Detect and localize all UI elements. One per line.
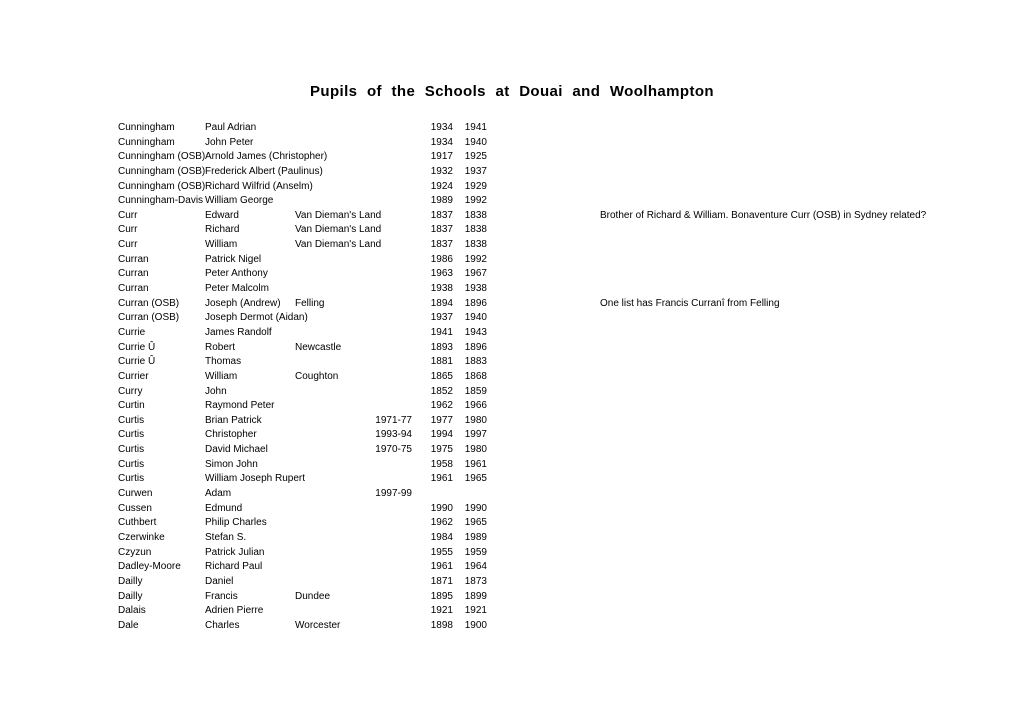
forename-cell: Brian Patrick bbox=[205, 414, 262, 426]
place-cell: Van Dieman's Land bbox=[295, 209, 382, 221]
table-row bbox=[0, 297, 1024, 312]
forename-cell: Peter Anthony bbox=[205, 268, 268, 280]
end-year-cell: 1938 bbox=[464, 283, 487, 295]
table-row bbox=[0, 150, 1024, 165]
table-row bbox=[0, 546, 1024, 561]
forename-cell: Richard bbox=[205, 224, 240, 236]
table-row bbox=[0, 575, 1024, 590]
end-year-cell: 1941 bbox=[464, 122, 487, 133]
start-year-cell: 1994 bbox=[430, 429, 453, 441]
start-year-cell: 1963 bbox=[430, 268, 453, 280]
end-year-cell: 1965 bbox=[464, 473, 487, 485]
start-year-cell: 1986 bbox=[430, 253, 453, 265]
end-year-cell: 1990 bbox=[464, 502, 487, 514]
table-row bbox=[0, 326, 1024, 341]
place-cell: Van Dieman's Land bbox=[295, 239, 382, 251]
end-year-cell: 1964 bbox=[464, 561, 487, 573]
forename-cell: Richard Wilfrid (Anselm) bbox=[205, 180, 313, 192]
start-year-cell: 1934 bbox=[430, 136, 453, 148]
end-year-cell: 1940 bbox=[464, 136, 487, 148]
surname-cell: Curry bbox=[118, 385, 143, 397]
table-row bbox=[0, 590, 1024, 605]
end-year-cell: 1937 bbox=[464, 165, 487, 177]
forename-cell: William Joseph Rupert bbox=[205, 473, 306, 485]
table-row bbox=[0, 238, 1024, 253]
end-year-cell: 1859 bbox=[464, 385, 487, 397]
forename-cell: Robert bbox=[205, 341, 236, 353]
surname-cell: Currie bbox=[118, 326, 146, 338]
surname-cell: Curran bbox=[118, 283, 149, 295]
table-row bbox=[0, 516, 1024, 531]
start-year-cell: 1955 bbox=[430, 546, 453, 558]
surname-cell: Dalais bbox=[118, 605, 146, 617]
table-row bbox=[0, 209, 1024, 224]
surname-cell: Czerwinke bbox=[118, 531, 165, 543]
start-year-cell: 1837 bbox=[430, 239, 453, 251]
forename-cell: Christopher bbox=[205, 429, 257, 441]
forename-cell: Frederick Albert (Paulinus) bbox=[205, 165, 323, 177]
forename-cell: Joseph (Andrew) bbox=[205, 297, 281, 309]
surname-cell: Curr bbox=[118, 209, 138, 221]
surname-cell: Curran bbox=[118, 253, 149, 265]
year-range-cell: 1970-75 bbox=[375, 444, 412, 456]
start-year-cell: 1837 bbox=[430, 224, 453, 236]
start-year-cell: 1871 bbox=[430, 575, 453, 587]
surname-cell: Dailly bbox=[118, 575, 143, 587]
forename-cell: Raymond Peter bbox=[205, 400, 275, 412]
surname-cell: Dale bbox=[118, 619, 139, 631]
end-year-cell: 1989 bbox=[464, 531, 487, 543]
surname-cell: Currie Û bbox=[118, 356, 156, 368]
table-row bbox=[0, 370, 1024, 385]
forename-cell: Philip Charles bbox=[205, 517, 267, 529]
place-cell: Felling bbox=[295, 297, 325, 309]
forename-cell: Simon John bbox=[205, 458, 258, 470]
table-row bbox=[0, 604, 1024, 619]
surname-cell: Cunningham (OSB) bbox=[118, 180, 206, 192]
place-cell: Newcastle bbox=[295, 341, 342, 353]
forename-cell: Adam bbox=[205, 488, 232, 500]
table-row bbox=[0, 180, 1024, 195]
table-row bbox=[0, 487, 1024, 502]
end-year-cell: 1838 bbox=[464, 209, 487, 221]
table-row bbox=[0, 165, 1024, 180]
surname-cell: Cussen bbox=[118, 502, 152, 514]
start-year-cell: 1941 bbox=[430, 326, 453, 338]
forename-cell: Daniel bbox=[205, 575, 234, 587]
surname-cell: Cunningham (OSB) bbox=[118, 165, 206, 177]
forename-cell: William George bbox=[205, 195, 274, 207]
end-year-cell: 1980 bbox=[464, 444, 487, 456]
forename-cell: Arnold James (Christopher) bbox=[205, 151, 328, 163]
surname-cell: Cunningham bbox=[118, 122, 175, 133]
start-year-cell: 1990 bbox=[430, 502, 453, 514]
forename-cell: William bbox=[205, 370, 238, 382]
surname-cell: Currier bbox=[118, 370, 149, 382]
end-year-cell: 1961 bbox=[464, 458, 487, 470]
table-row bbox=[0, 341, 1024, 356]
surname-cell: Currie Û bbox=[118, 341, 156, 353]
year-range-cell: 1971-77 bbox=[375, 414, 412, 426]
start-year-cell: 1937 bbox=[430, 312, 453, 324]
forename-cell: Edward bbox=[205, 209, 239, 221]
place-cell: Van Dieman's Land bbox=[295, 224, 382, 236]
table-row bbox=[0, 223, 1024, 238]
place-cell: Coughton bbox=[295, 370, 339, 382]
surname-cell: Cuthbert bbox=[118, 517, 157, 529]
start-year-cell: 1984 bbox=[430, 531, 453, 543]
forename-cell: William bbox=[205, 239, 238, 251]
start-year-cell: 1938 bbox=[430, 283, 453, 295]
surname-cell: Dadley-Moore bbox=[118, 561, 181, 573]
table-row bbox=[0, 443, 1024, 458]
forename-cell: Stefan S. bbox=[205, 531, 247, 543]
start-year-cell: 1977 bbox=[430, 414, 453, 426]
end-year-cell: 1992 bbox=[464, 253, 487, 265]
forename-cell: Thomas bbox=[205, 356, 242, 368]
end-year-cell: 1992 bbox=[464, 195, 487, 207]
table-row bbox=[0, 560, 1024, 575]
end-year-cell: 1873 bbox=[464, 575, 487, 587]
table-row bbox=[0, 136, 1024, 151]
start-year-cell: 1934 bbox=[430, 122, 453, 133]
start-year-cell: 1962 bbox=[430, 517, 453, 529]
start-year-cell: 1989 bbox=[430, 195, 453, 207]
forename-cell: John bbox=[205, 385, 227, 397]
table-row bbox=[0, 619, 1024, 634]
start-year-cell: 1894 bbox=[430, 297, 453, 309]
table-row bbox=[0, 282, 1024, 297]
start-year-cell: 1962 bbox=[430, 400, 453, 412]
start-year-cell: 1961 bbox=[430, 473, 453, 485]
start-year-cell: 1898 bbox=[430, 619, 453, 631]
end-year-cell: 1921 bbox=[464, 605, 487, 617]
forename-cell: Paul Adrian bbox=[205, 122, 257, 133]
start-year-cell: 1961 bbox=[430, 561, 453, 573]
forename-cell: Peter Malcolm bbox=[205, 283, 269, 295]
end-year-cell: 1883 bbox=[464, 356, 487, 368]
table-row bbox=[0, 267, 1024, 282]
table-row bbox=[0, 502, 1024, 517]
forename-cell: Charles bbox=[205, 619, 240, 631]
start-year-cell: 1881 bbox=[430, 356, 453, 368]
note-cell: One list has Francis Curranî from Felling bbox=[600, 297, 780, 309]
table-row bbox=[0, 355, 1024, 370]
start-year-cell: 1837 bbox=[430, 209, 453, 221]
surname-cell: Cunningham (OSB) bbox=[118, 151, 206, 163]
page-title: Pupils of the Schools at Douai and Woolhampton bbox=[310, 83, 714, 100]
start-year-cell: 1893 bbox=[430, 341, 453, 353]
forename-cell: Edmund bbox=[205, 502, 243, 514]
forename-cell: Joseph Dermot (Aidan) bbox=[205, 312, 308, 324]
table-row bbox=[0, 458, 1024, 473]
forename-cell: John Peter bbox=[205, 136, 254, 148]
end-year-cell: 1896 bbox=[464, 341, 487, 353]
start-year-cell: 1921 bbox=[430, 605, 453, 617]
end-year-cell: 1940 bbox=[464, 312, 487, 324]
start-year-cell: 1932 bbox=[430, 165, 453, 177]
surname-cell: Curwen bbox=[118, 488, 153, 500]
surname-cell: Curtis bbox=[118, 473, 145, 485]
table-row bbox=[0, 311, 1024, 326]
pupils-table bbox=[0, 121, 1024, 633]
forename-cell: Adrien Pierre bbox=[205, 605, 264, 617]
surname-cell: Curran (OSB) bbox=[118, 297, 180, 309]
end-year-cell: 1966 bbox=[464, 400, 487, 412]
start-year-cell: 1958 bbox=[430, 458, 453, 470]
table-row bbox=[0, 414, 1024, 429]
start-year-cell: 1975 bbox=[430, 444, 453, 456]
forename-cell: James Randolf bbox=[205, 326, 272, 338]
start-year-cell: 1895 bbox=[430, 590, 453, 602]
end-year-cell: 1868 bbox=[464, 370, 487, 382]
end-year-cell: 1943 bbox=[464, 326, 487, 338]
place-cell: Dundee bbox=[295, 590, 331, 602]
end-year-cell: 1899 bbox=[464, 590, 487, 602]
table-row bbox=[0, 472, 1024, 487]
surname-cell: Curtis bbox=[118, 444, 145, 456]
end-year-cell: 1980 bbox=[464, 414, 487, 426]
surname-cell: Cunningham bbox=[118, 136, 175, 148]
end-year-cell: 1997 bbox=[464, 429, 487, 441]
end-year-cell: 1959 bbox=[464, 546, 487, 558]
surname-cell: Curr bbox=[118, 224, 138, 236]
table-row bbox=[0, 121, 1024, 136]
surname-cell: Curran bbox=[118, 268, 149, 280]
end-year-cell: 1896 bbox=[464, 297, 487, 309]
table-row bbox=[0, 253, 1024, 268]
start-year-cell: 1865 bbox=[430, 370, 453, 382]
surname-cell: Curtis bbox=[118, 458, 145, 470]
end-year-cell: 1900 bbox=[464, 619, 487, 631]
forename-cell: Patrick Nigel bbox=[205, 253, 262, 265]
year-range-cell: 1997-99 bbox=[375, 488, 412, 500]
table-row bbox=[0, 531, 1024, 546]
start-year-cell: 1924 bbox=[430, 180, 453, 192]
start-year-cell: 1852 bbox=[430, 385, 453, 397]
year-range-cell: 1993-94 bbox=[375, 429, 412, 441]
forename-cell: Richard Paul bbox=[205, 561, 263, 573]
forename-cell: Patrick Julian bbox=[205, 546, 265, 558]
note-cell: Brother of Richard & William. Bonaventure Curr (OSB) in Sydney related? bbox=[600, 209, 927, 221]
table-row bbox=[0, 399, 1024, 414]
end-year-cell: 1925 bbox=[464, 151, 487, 163]
end-year-cell: 1929 bbox=[464, 180, 487, 192]
forename-cell: David Michael bbox=[205, 444, 268, 456]
surname-cell: Curtis bbox=[118, 429, 145, 441]
table-row bbox=[0, 428, 1024, 443]
end-year-cell: 1838 bbox=[464, 224, 487, 236]
end-year-cell: 1965 bbox=[464, 517, 487, 529]
surname-cell: Czyzun bbox=[118, 546, 152, 558]
end-year-cell: 1967 bbox=[464, 268, 487, 280]
surname-cell: Cunningham-Davis bbox=[118, 195, 204, 207]
surname-cell: Curtin bbox=[118, 400, 145, 412]
table-row bbox=[0, 385, 1024, 400]
surname-cell: Dailly bbox=[118, 590, 143, 602]
surname-cell: Curtis bbox=[118, 414, 145, 426]
forename-cell: Francis bbox=[205, 590, 238, 602]
end-year-cell: 1838 bbox=[464, 239, 487, 251]
start-year-cell: 1917 bbox=[430, 151, 453, 163]
surname-cell: Curr bbox=[118, 239, 138, 251]
surname-cell: Curran (OSB) bbox=[118, 312, 180, 324]
place-cell: Worcester bbox=[295, 619, 341, 631]
table-row bbox=[0, 194, 1024, 209]
